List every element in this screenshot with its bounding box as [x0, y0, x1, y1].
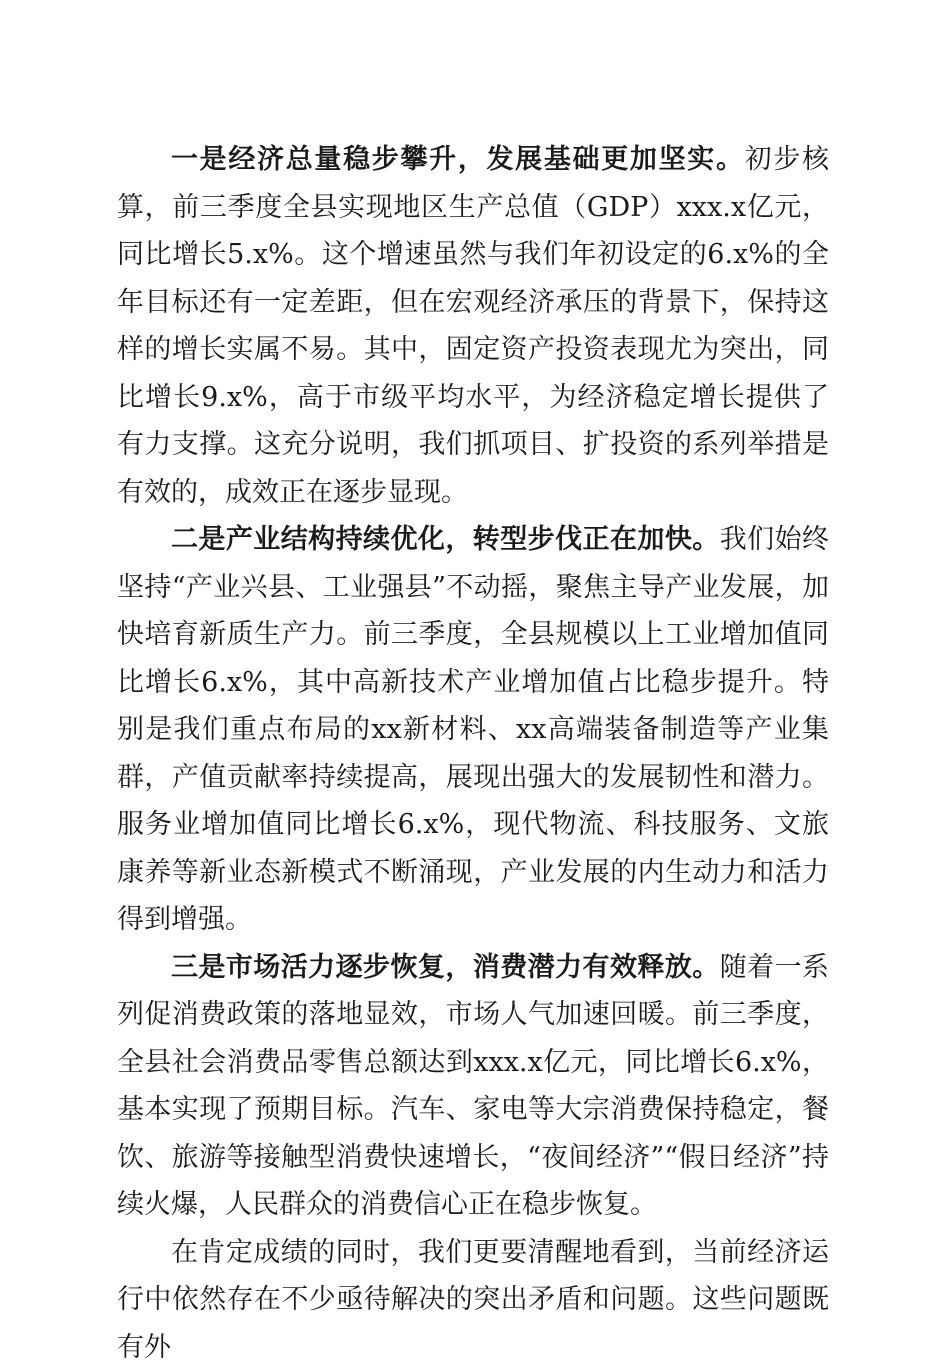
paragraph-heading: 三是市场活力逐步恢复，消费潜力有效释放。 — [171, 952, 720, 983]
paragraph-heading: 一是经济总量稳步攀升，发展基础更加坚实。 — [171, 144, 745, 175]
paragraph-text: 初步核算，前三季度全县实现地区生产总值（GDP）xxx.x亿元，同比增长5.x%。这个增速虽然与我们年初设定的6.x%的全年目标还有一定差距，但在宏观经济承压的背景下，保持这样的增长实属不易。其中，固定资产投资表现尤为突出，同比增长9.x%，高于市级平均水平，为经济稳定增长提供了有力支撑。这充分说明，我们抓项目、扩投资的系列举措是有效的，成效正在逐步显现。 — [117, 144, 829, 508]
document-body — [117, 136, 829, 1371]
paragraph-market-vitality — [117, 944, 829, 1229]
paragraph-heading: 二是产业结构持续优化，转型步伐正在加快。 — [171, 524, 720, 555]
paragraph-text: 随着一系列促消费政策的落地显效，市场人气加速回暖。前三季度，全县社会消费品零售总额达到xxx.x亿元，同比增长6.x%，基本实现了预期目标。汽车、家电等大宗消费保持稳定，餐饮、旅游等接触型消费快速增长，“夜间经济”“假日经济”持续火爆，人民群众的消费信心正在稳步恢复。 — [117, 952, 829, 1221]
paragraph-problems — [117, 1229, 829, 1371]
paragraph-text: 我们始终坚持“产业兴县、工业强县”不动摇，聚焦主导产业发展，加快培育新质生产力。前三季度，全县规模以上工业增加值同比增长6.x%，其中高新技术产业增加值占比稳步提升。特别是我们重点布局的xx新材料、xx高端装备制造等产业集群，产值贡献率持续提高，展现出强大的发展韧性和潜力。服务业增加值同比增长6.x%，现代物流、科技服务、文旅康养等新业态新模式不断涌现，产业发展的内生动力和活力得到增强。 — [117, 524, 829, 935]
paragraph-economy-total — [117, 136, 829, 516]
paragraph-industry-structure — [117, 516, 829, 944]
paragraph-text: 在肯定成绩的同时，我们更要清醒地看到，当前经济运行中依然存在不少亟待解决的突出矛盾和问题。这些问题既有外 — [117, 1237, 829, 1363]
